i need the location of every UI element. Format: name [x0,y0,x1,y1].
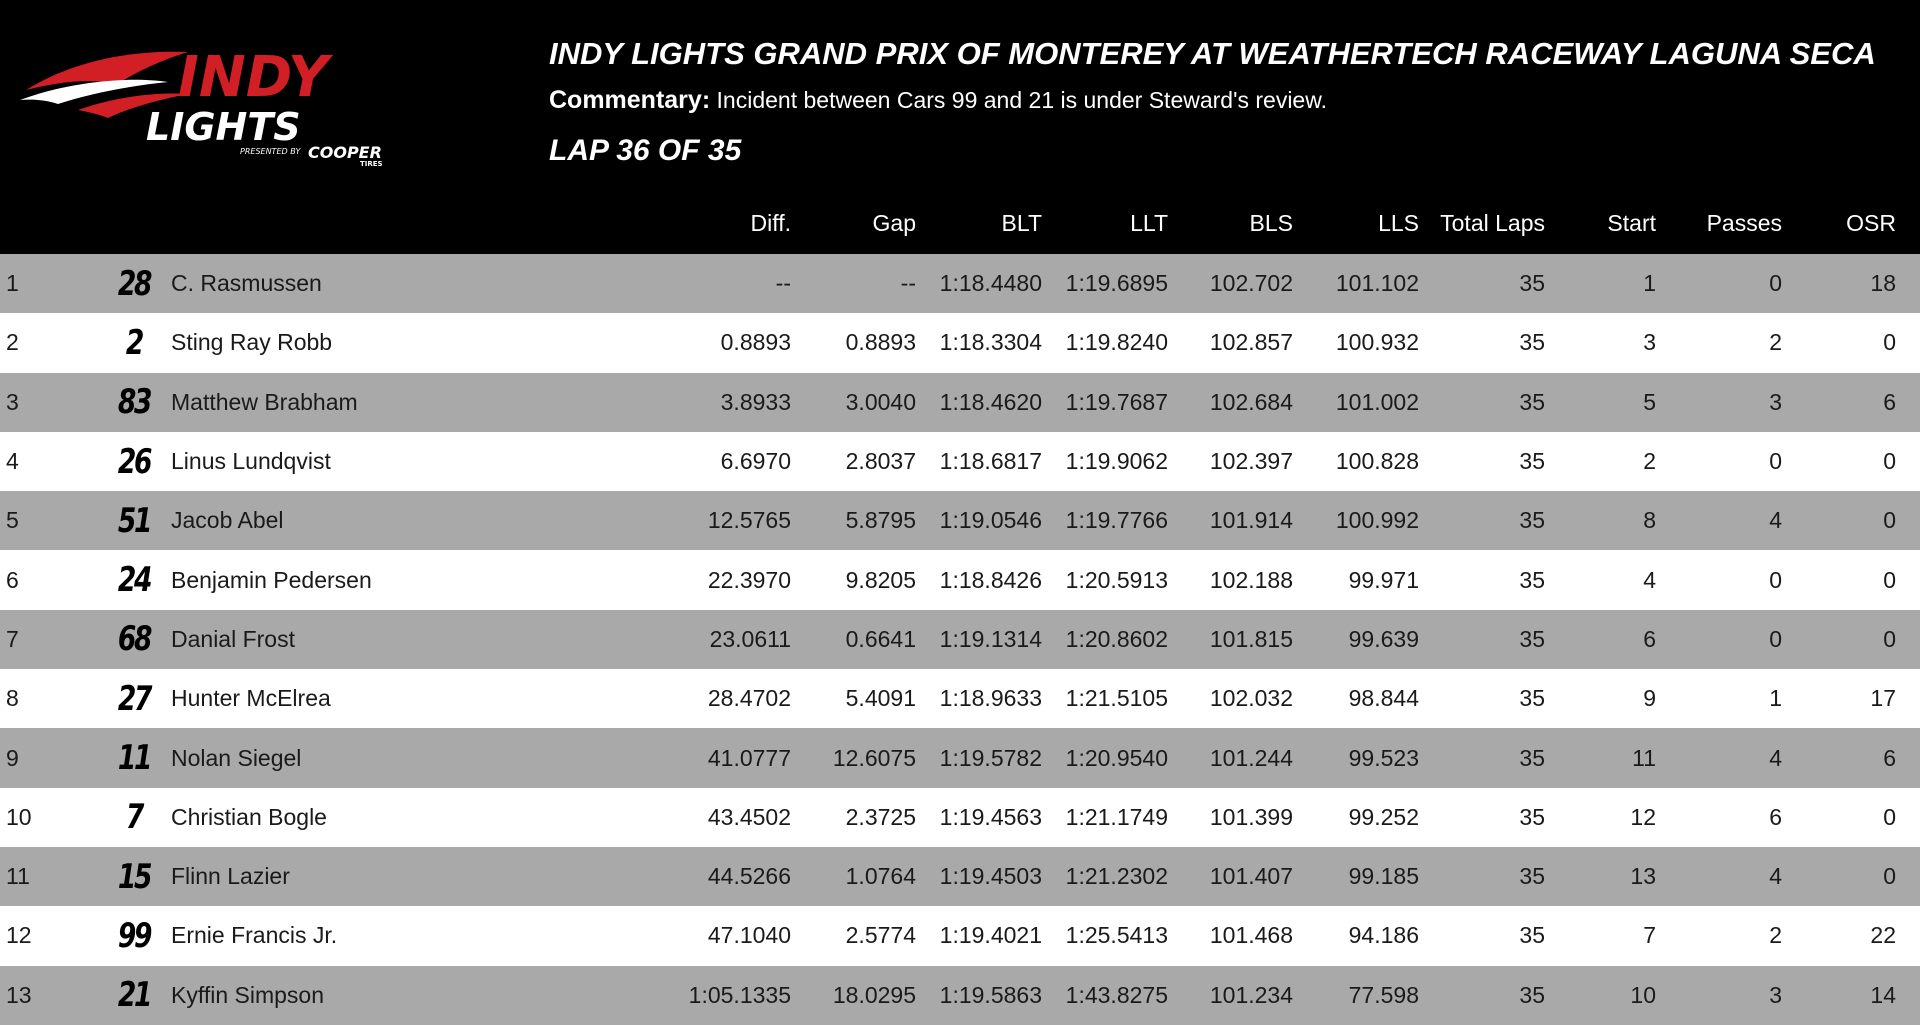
car-number-cell: 2 [125,322,143,363]
blt-cell: 1:18.4620 [939,388,1042,415]
gap-cell: 0.8893 [845,329,916,356]
position-cell: 2 [6,329,19,356]
column-header-passes: Passes [1706,210,1782,236]
gap-cell: 0.6641 [845,625,916,652]
blt-cell: 1:19.0546 [939,507,1042,534]
diff-cell: 44.5266 [707,863,791,890]
position-cell: 9 [6,744,19,771]
start-cell: 11 [1632,744,1656,771]
gap-cell: 3.0040 [845,388,916,415]
start-cell: 7 [1643,922,1656,949]
diff-cell: 6.6970 [720,448,791,475]
llt-cell: 1:20.8602 [1065,625,1168,652]
llt-cell: 1:19.9062 [1065,448,1168,475]
lls-cell: 77.598 [1348,981,1419,1008]
passes-cell: 4 [1769,744,1782,771]
bls-cell: 101.399 [1209,803,1293,830]
passes-cell: 0 [1769,448,1782,475]
car-number-cell: 51 [117,500,151,541]
lls-cell: 99.185 [1348,863,1419,890]
bls-cell: 101.407 [1209,863,1293,890]
passes-cell: 2 [1769,922,1782,949]
car-number-cell: 21 [117,975,151,1016]
total-laps-cell: 35 [1519,981,1545,1008]
blt-cell: 1:19.5863 [939,981,1042,1008]
passes-cell: 3 [1769,388,1782,415]
driver-name-cell: C. Rasmussen [171,270,322,297]
blt-cell: 1:18.3304 [939,329,1042,356]
diff-cell: -- [775,270,791,297]
passes-cell: 4 [1769,863,1782,890]
gap-cell: 5.8795 [845,507,916,534]
column-header-total-laps: Total Laps [1440,210,1545,236]
osr-cell: 17 [1870,685,1896,712]
bls-cell: 102.032 [1209,685,1293,712]
blt-cell: 1:19.4563 [939,803,1042,830]
osr-cell: 0 [1883,329,1896,356]
position-cell: 12 [6,922,32,949]
osr-cell: 0 [1883,863,1896,890]
driver-name-cell: Hunter McElrea [171,685,331,712]
start-cell: 9 [1643,685,1656,712]
table-row [0,906,1920,965]
lls-cell: 99.523 [1348,744,1419,771]
osr-cell: 22 [1870,922,1896,949]
indy-lights-logo [18,38,458,168]
car-number-cell: 11 [117,738,151,779]
llt-cell: 1:21.2302 [1065,863,1168,890]
lls-cell: 100.992 [1335,507,1419,534]
diff-cell: 1:05.1335 [688,981,791,1008]
start-cell: 12 [1630,803,1656,830]
total-laps-cell: 35 [1519,388,1545,415]
blt-cell: 1:19.1314 [939,625,1042,652]
table-row [0,373,1920,432]
gap-cell: 1.0764 [845,863,916,890]
lls-cell: 100.828 [1335,448,1419,475]
position-cell: 8 [6,685,19,712]
car-number-cell: 24 [117,560,151,601]
start-cell: 6 [1643,625,1656,652]
blt-cell: 1:19.5782 [939,744,1042,771]
lls-cell: 94.186 [1348,922,1419,949]
total-laps-cell: 35 [1519,863,1545,890]
gap-cell: 9.8205 [845,566,916,593]
llt-cell: 1:19.6895 [1065,270,1168,297]
diff-cell: 12.5765 [707,507,791,534]
position-cell: 6 [6,566,19,593]
driver-name-cell: Sting Ray Robb [171,329,333,356]
gap-cell: 2.3725 [845,803,916,830]
car-number-cell: 68 [117,619,151,660]
driver-name-cell: Flinn Lazier [171,863,290,890]
car-number-cell: 83 [117,382,151,423]
bls-cell: 101.815 [1209,625,1293,652]
diff-cell: 22.3970 [707,566,791,593]
car-number-cell: 15 [117,856,151,897]
start-cell: 8 [1643,507,1656,534]
car-number-cell: 28 [117,263,151,304]
blt-cell: 1:19.4021 [939,922,1042,949]
llt-cell: 1:43.8275 [1065,981,1168,1008]
car-number-cell: 7 [125,797,143,838]
start-cell: 5 [1643,388,1656,415]
position-cell: 3 [6,388,19,415]
commentary-label: Commentary: [549,86,711,114]
lls-cell: 99.971 [1348,566,1419,593]
bls-cell: 102.857 [1209,329,1293,356]
driver-name-cell: Jacob Abel [171,507,284,534]
blt-cell: 1:18.9633 [939,685,1042,712]
diff-cell: 28.4702 [707,685,791,712]
lls-cell: 101.002 [1335,388,1419,415]
position-cell: 5 [6,507,19,534]
gap-cell: 12.6075 [832,744,916,771]
position-cell: 11 [6,863,30,890]
column-header-gap: Gap [872,210,916,236]
osr-cell: 18 [1870,270,1896,297]
bls-cell: 102.397 [1209,448,1293,475]
diff-cell: 23.0611 [709,625,791,652]
blt-cell: 1:19.4503 [939,863,1042,890]
osr-cell: 6 [1883,388,1896,415]
passes-cell: 0 [1769,625,1782,652]
diff-cell: 41.0777 [707,744,791,771]
bls-cell: 102.188 [1209,566,1293,593]
bls-cell: 101.244 [1209,744,1293,771]
table-row [0,254,1920,313]
gap-cell: -- [900,270,916,297]
driver-name-cell: Matthew Brabham [171,388,358,415]
column-header-lls: LLS [1378,210,1419,236]
total-laps-cell: 35 [1519,625,1545,652]
total-laps-cell: 35 [1519,803,1545,830]
lls-cell: 99.252 [1348,803,1419,830]
start-cell: 2 [1643,448,1656,475]
standings-table [0,254,1920,1025]
lls-cell: 99.639 [1348,625,1419,652]
passes-cell: 3 [1769,981,1782,1008]
driver-name-cell: Christian Bogle [171,803,327,830]
column-header-start: Start [1607,210,1656,236]
table-row [0,313,1920,372]
driver-name-cell: Kyffin Simpson [171,981,324,1008]
osr-cell: 6 [1883,744,1896,771]
lls-cell: 98.844 [1348,685,1419,712]
passes-cell: 2 [1769,329,1782,356]
svg-text:PRESENTED BY: PRESENTED BY [240,147,301,156]
start-cell: 3 [1643,329,1656,356]
llt-cell: 1:19.8240 [1065,329,1168,356]
position-cell: 13 [6,981,32,1008]
table-row [0,491,1920,550]
table-row [0,550,1920,609]
total-laps-cell: 35 [1519,448,1545,475]
bls-cell: 101.234 [1209,981,1293,1008]
total-laps-cell: 35 [1519,922,1545,949]
passes-cell: 0 [1769,566,1782,593]
bls-cell: 101.468 [1209,922,1293,949]
position-cell: 4 [6,448,19,475]
table-row [0,966,1920,1025]
column-header-bls: BLS [1249,210,1293,236]
diff-cell: 43.4502 [707,803,791,830]
gap-cell: 2.5774 [845,922,916,949]
osr-cell: 14 [1870,981,1896,1008]
total-laps-cell: 35 [1519,685,1545,712]
lap-counter: LAP 36 OF 35 [549,134,742,167]
gap-cell: 2.8037 [845,448,916,475]
driver-name-cell: Nolan Siegel [171,744,302,771]
header-bar [0,0,1920,254]
column-header-llt: LLT [1130,210,1168,236]
llt-cell: 1:21.1749 [1065,803,1168,830]
total-laps-cell: 35 [1519,329,1545,356]
llt-cell: 1:19.7687 [1065,388,1168,415]
llt-cell: 1:21.5105 [1065,685,1168,712]
driver-name-cell: Danial Frost [171,625,295,652]
car-number-cell: 26 [117,441,151,482]
osr-cell: 0 [1883,566,1896,593]
position-cell: 7 [6,625,19,652]
driver-name-cell: Ernie Francis Jr. [171,922,338,949]
blt-cell: 1:18.6817 [939,448,1042,475]
commentary [549,86,1327,115]
table-row [0,669,1920,728]
position-cell: 1 [6,270,19,297]
driver-name-cell: Linus Lundqvist [171,448,331,475]
svg-text:TIRES: TIRES [360,160,383,168]
position-cell: 10 [6,803,32,830]
driver-name-cell: Benjamin Pedersen [171,566,372,593]
osr-cell: 0 [1883,625,1896,652]
llt-cell: 1:25.5413 [1065,922,1168,949]
diff-cell: 3.8933 [720,388,791,415]
table-row [0,432,1920,491]
total-laps-cell: 35 [1519,744,1545,771]
total-laps-cell: 35 [1519,566,1545,593]
column-header-osr: OSR [1846,210,1896,236]
car-number-cell: 99 [117,915,151,956]
car-number-cell: 27 [117,678,151,719]
blt-cell: 1:18.8426 [939,566,1042,593]
bls-cell: 101.914 [1209,507,1293,534]
table-row [0,847,1920,906]
table-row [0,788,1920,847]
table-row [0,610,1920,669]
lls-cell: 101.102 [1335,270,1419,297]
osr-cell: 0 [1883,507,1896,534]
column-header-diff: Diff. [750,210,791,236]
passes-cell: 4 [1769,507,1782,534]
bls-cell: 102.684 [1209,388,1293,415]
column-header-blt: BLT [1001,210,1042,236]
gap-cell: 18.0295 [832,981,916,1008]
svg-text:COOPER: COOPER [308,143,382,162]
llt-cell: 1:20.9540 [1065,744,1168,771]
total-laps-cell: 35 [1519,507,1545,534]
passes-cell: 0 [1769,270,1782,297]
osr-cell: 0 [1883,448,1896,475]
start-cell: 10 [1630,981,1656,1008]
svg-text:LIGHTS: LIGHTS [146,105,301,149]
race-title: INDY LIGHTS GRAND PRIX OF MONTEREY AT WEATHERTECH RACEWAY LAGUNA SECA [549,36,1876,71]
diff-cell: 0.8893 [720,329,791,356]
table-row [0,728,1920,787]
passes-cell: 1 [1769,685,1782,712]
blt-cell: 1:18.4480 [939,270,1042,297]
total-laps-cell: 35 [1519,270,1545,297]
osr-cell: 0 [1883,803,1896,830]
diff-cell: 47.1040 [707,922,791,949]
commentary-text: Incident between Cars 99 and 21 is under Steward's review. [716,87,1327,113]
lls-cell: 100.932 [1335,329,1419,356]
start-cell: 13 [1630,863,1656,890]
bls-cell: 102.702 [1209,270,1293,297]
start-cell: 4 [1643,566,1656,593]
start-cell: 1 [1643,270,1656,297]
gap-cell: 5.4091 [845,685,916,712]
passes-cell: 6 [1769,803,1782,830]
llt-cell: 1:20.5913 [1065,566,1168,593]
svg-text:INDY: INDY [178,45,329,110]
llt-cell: 1:19.7766 [1065,507,1168,534]
